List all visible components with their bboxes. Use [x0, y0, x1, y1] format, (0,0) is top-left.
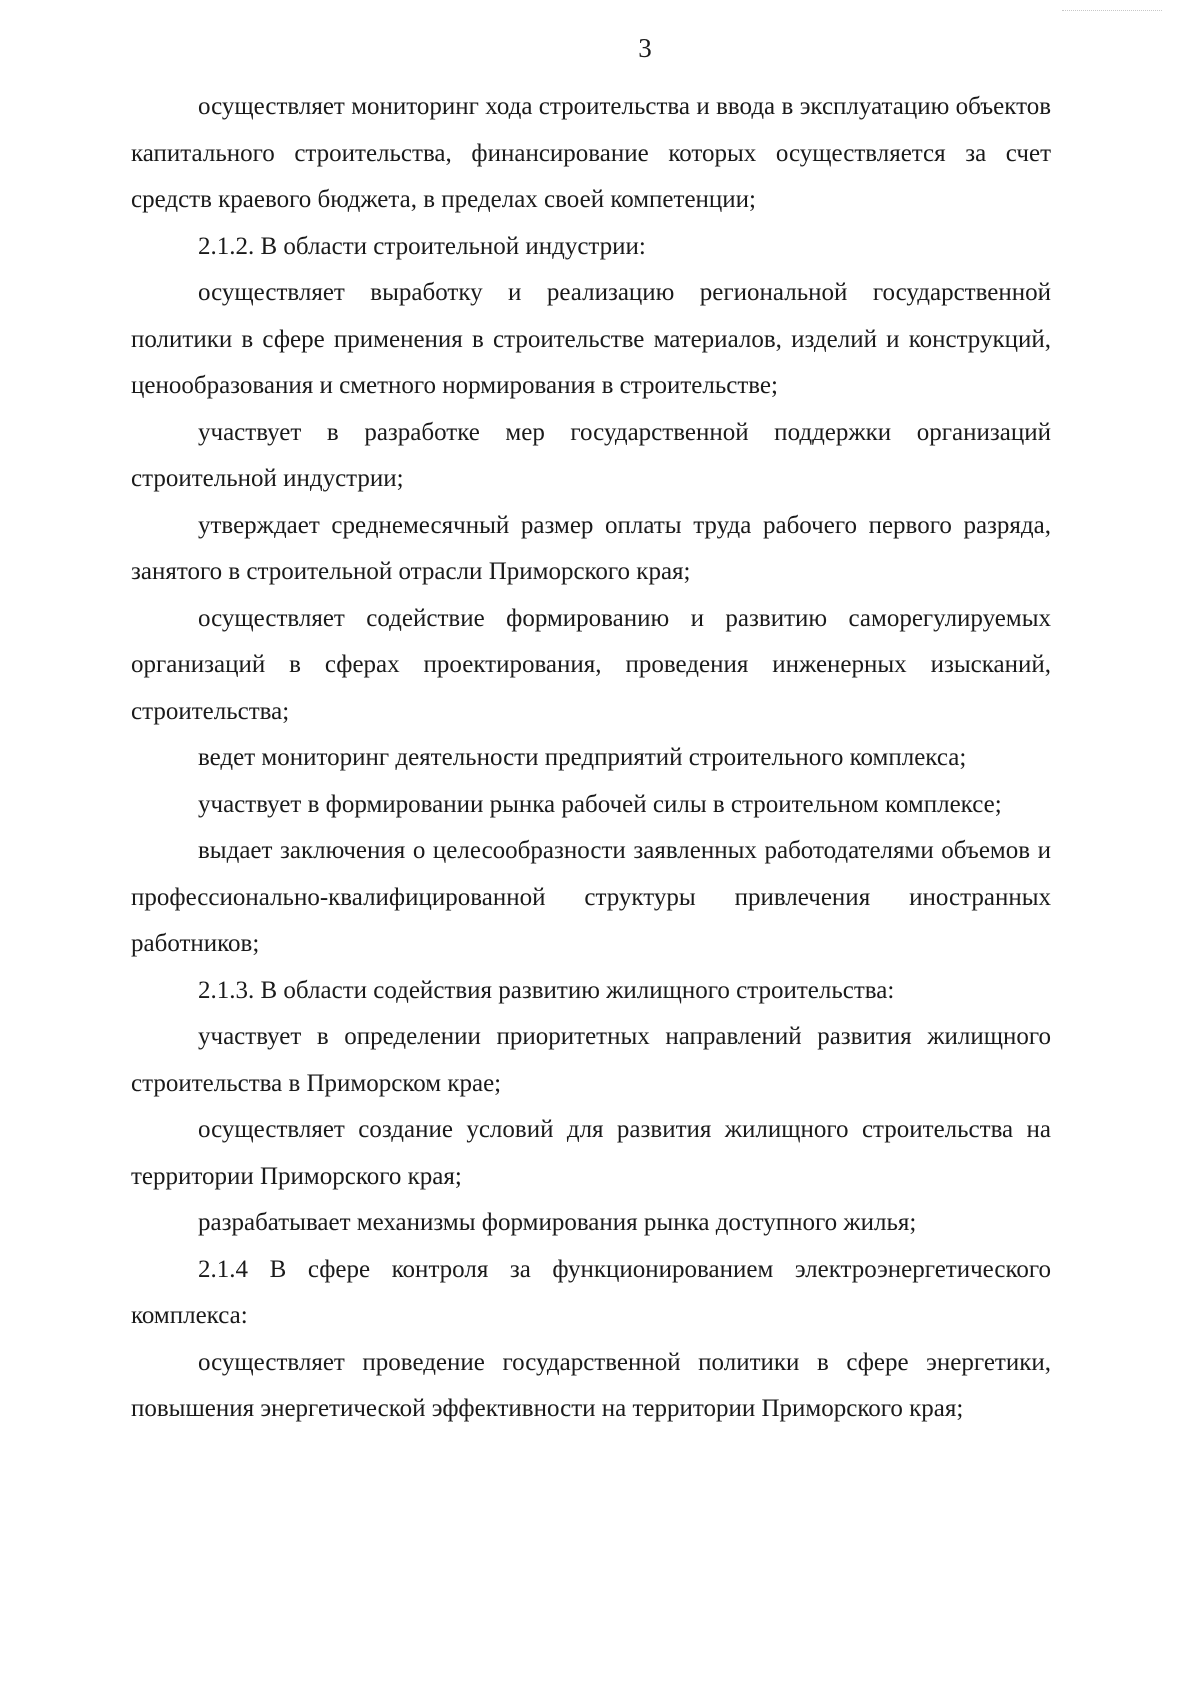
- paragraph-energy-policy: осуществляет проведение государственной политики в сфере энергетики, повышения энергетической эффективности на территории Приморского края;: [131, 1348, 1051, 1422]
- paragraph-monitoring-construction: осуществляет мониторинг хода строительства и ввода в эксплуатацию объектов капитального строительства, финансирование которых осуществляется за счет средств краевого бюджета, в пределах своей компетенции;: [131, 93, 1051, 213]
- document-body: [131, 84, 1051, 1433]
- paragraph-housing-conditions: осуществляет создание условий для развития жилищного строительства на территории Приморского края;: [131, 1116, 1051, 1190]
- paragraph-labor-market: участвует в формировании рынка рабочей силы в строительном комплексе;: [198, 790, 1002, 818]
- section-heading-2-1-4: 2.1.4 В сфере контроля за функционированием электроэнергетического комплекса:: [131, 1255, 1051, 1329]
- paragraph-foreign-workers: выдает заключения о целесообразности заявленных работодателями объемов и профессионально-квалифицированной структуры привлечения иностранных работников;: [131, 837, 1051, 957]
- paragraph-affordable-housing: разрабатывает механизмы формирования рынка доступного жилья;: [198, 1209, 917, 1236]
- paragraph-wage-approval: утверждает среднемесячный размер оплаты труда рабочего первого разряда, занятого в строительной отрасли Приморского края;: [131, 511, 1051, 585]
- paragraph-state-support: участвует в разработке мер государственной поддержки организаций строительной индустрии;: [131, 418, 1051, 492]
- paragraph-self-regulating-orgs: осуществляет содействие формированию и развитию саморегулируемых организаций в сферах проектирования, проведения инженерных изысканий, строительства;: [131, 604, 1051, 725]
- section-heading-2-1-2: 2.1.2. В области строительной индустрии:: [198, 232, 646, 260]
- paragraph-enterprise-monitoring: ведет мониторинг деятельности предприятий строительного комплекса;: [198, 744, 967, 771]
- page-number: 3: [638, 33, 652, 63]
- paragraph-regional-policy: осуществляет выработку и реализацию региональной государственной политики в сфере применения в строительстве материалов, изделий и конструкций, ценообразования и сметного нормирования в строительстве;: [131, 279, 1051, 399]
- paragraph-housing-priorities: участвует в определении приоритетных направлений развития жилищного строительства в Приморском крае;: [131, 1023, 1051, 1097]
- scan-artifact: [1062, 10, 1162, 13]
- section-heading-2-1-3: 2.1.3. В области содействия развитию жилищного строительства:: [198, 976, 895, 1004]
